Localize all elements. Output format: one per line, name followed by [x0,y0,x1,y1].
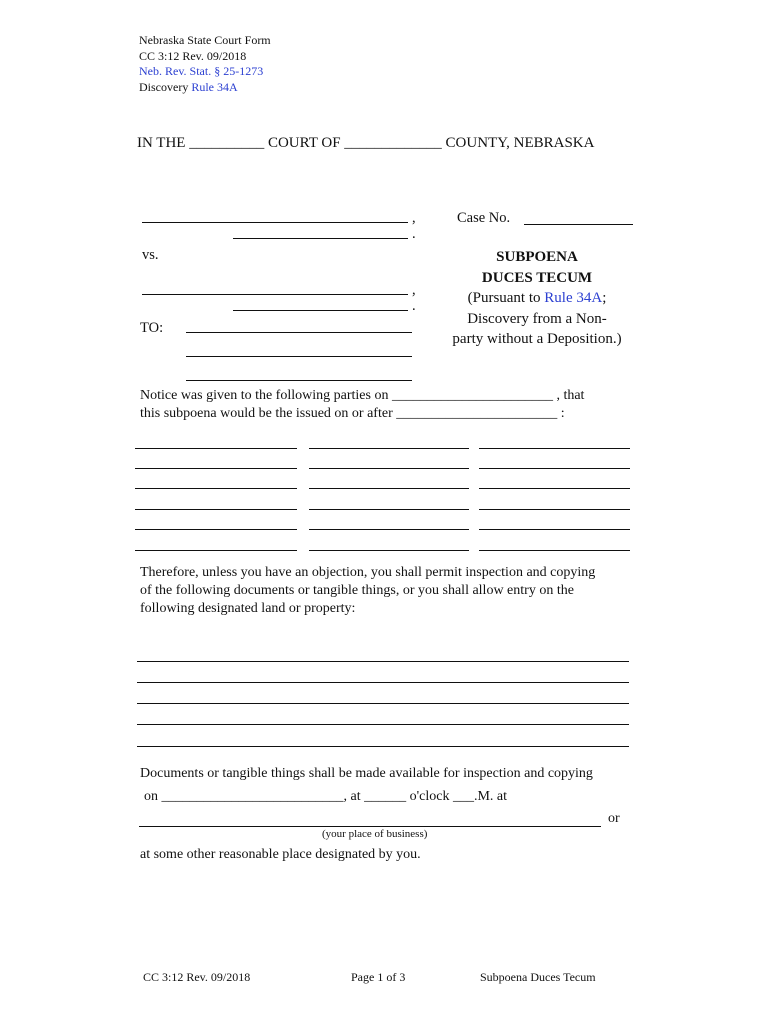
property-line[interactable] [137,682,629,683]
party-line[interactable] [309,550,469,551]
availability-line-4: at some other reasonable place designated by you. [140,847,421,862]
party-line[interactable] [479,468,630,469]
party-line[interactable] [309,448,469,449]
party-line[interactable] [135,509,297,510]
or-label: or [608,811,620,826]
defendant-period: . [412,298,416,314]
plaintiff-line-2[interactable] [233,238,408,239]
place-caption: (your place of business) [322,828,428,840]
property-line[interactable] [137,661,629,662]
form-header [139,33,271,95]
title-line-3 [432,288,642,309]
notice-line-2: this subpoena would be the issued on or after _______________________ : [140,406,565,421]
statute-link[interactable]: Neb. Rev. Stat. § 25-1273 [139,64,264,78]
vs-label: vs. [142,247,159,263]
property-line[interactable] [137,703,629,704]
availability-line-1: Documents or tangible things shall be made available for inspection and copying [140,766,593,781]
title-line-3-suffix: ; [602,290,607,306]
party-line[interactable] [479,529,630,530]
footer-form-id: CC 3:12 Rev. 09/2018 [143,970,251,984]
form-name: Nebraska State Court Form [139,33,271,47]
party-line[interactable] [135,550,297,551]
footer-doc-title: Subpoena Duces Tecum [480,970,596,984]
party-line[interactable] [309,509,469,510]
party-line[interactable] [309,529,469,530]
availability-line-2: on __________________________, at ______ o'clock ___.M. at [144,789,507,804]
party-line[interactable] [309,468,469,469]
subpoena-title [432,247,642,350]
party-line[interactable] [135,488,297,489]
place-of-business-line[interactable] [139,826,601,827]
title-rule-34a-link[interactable]: Rule 34A [544,290,603,306]
plaintiff-period: . [412,226,416,242]
therefore-line-1: Therefore, unless you have an objection, you shall permit inspection and copying [140,565,596,580]
defendant-comma: , [412,282,416,298]
defendant-line-2[interactable] [233,310,408,311]
party-line[interactable] [135,468,297,469]
party-line[interactable] [135,529,297,530]
party-line[interactable] [479,550,630,551]
to-label: TO: [140,320,164,336]
title-line-2: DUCES TECUM [481,269,593,286]
title-line-3-prefix: (Pursuant to [467,290,545,306]
to-line-2[interactable] [186,356,412,357]
property-line[interactable] [137,746,629,747]
discovery-prefix: Discovery [139,79,192,94]
therefore-line-2: of the following documents or tangible things, or you shall allow entry on the [140,583,574,598]
title-line-1: SUBPOENA [496,249,578,265]
case-no-field[interactable] [524,224,633,225]
plaintiff-comma: , [412,210,416,226]
party-line[interactable] [479,488,630,489]
to-line-1[interactable] [186,332,412,333]
rule-34a-link[interactable]: Rule 34A [191,79,238,94]
title-line-5: party without a Deposition.) [452,331,622,347]
defendant-line-1[interactable] [142,294,408,295]
court-heading: IN THE __________ COURT OF _____________ COUNTY, NEBRASKA [137,135,595,151]
footer-page-number: Page 1 of 3 [351,970,406,984]
to-line-3[interactable] [186,380,412,381]
property-line[interactable] [137,724,629,725]
therefore-line-3: following designated land or property: [140,601,356,616]
case-no-label: Case No. [457,210,511,226]
plaintiff-line-1[interactable] [142,222,408,223]
discovery-line [139,80,271,96]
title-line-4: Discovery from a Non- [467,310,607,327]
party-line[interactable] [135,448,297,449]
party-line[interactable] [309,488,469,489]
party-line[interactable] [479,448,630,449]
notice-line-1: Notice was given to the following parties on _______________________ , that [140,388,585,403]
party-line[interactable] [479,509,630,510]
form-revision: CC 3:12 Rev. 09/2018 [139,48,247,63]
